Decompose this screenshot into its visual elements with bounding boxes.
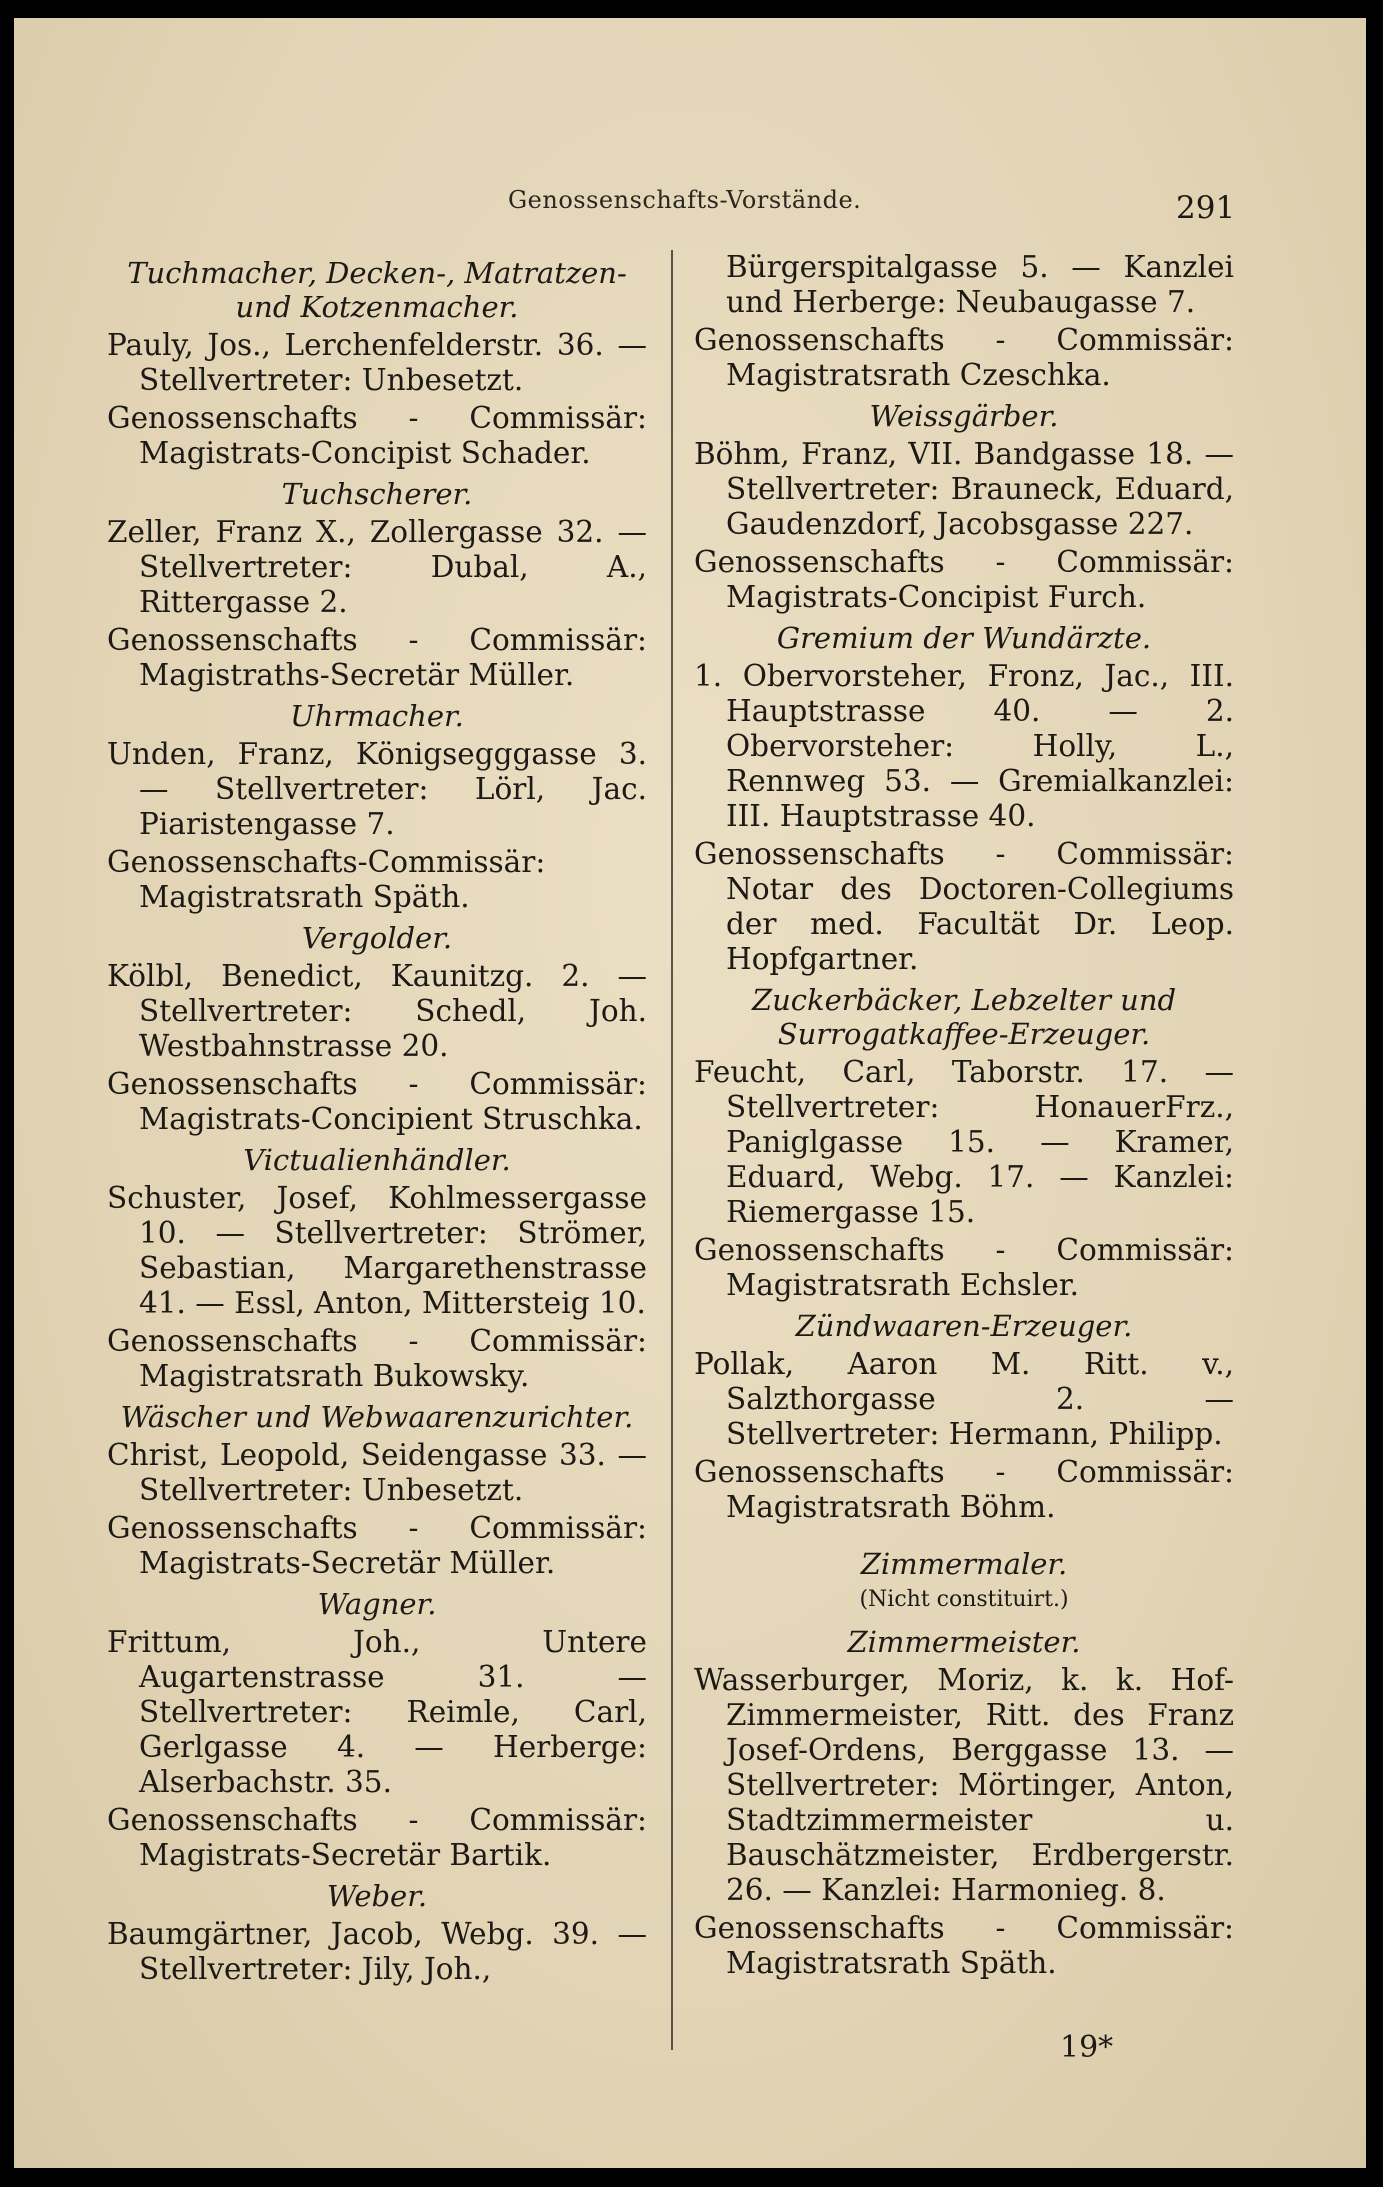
section-heading: Zimmermaler. bbox=[860, 1547, 1068, 1581]
directory-entry: Genossenschafts - Commissär: Magistraths-Secretär Müller. bbox=[107, 623, 647, 692]
section-heading: Weber. bbox=[326, 1879, 428, 1913]
column-divider bbox=[671, 250, 673, 2050]
section-heading: Weissgärber. bbox=[869, 399, 1059, 433]
directory-entry: Genossenschafts - Commissär: Magistrats-Concipist Schader. bbox=[107, 401, 647, 470]
section-heading: Zuckerbäcker, Lebzelter und Surrogatkaffee-Erzeuger. bbox=[751, 983, 1177, 1051]
section-heading: Victualienhändler. bbox=[243, 1143, 511, 1177]
directory-entry: Kölbl, Benedict, Kaunitzg. 2. — Stellvertreter: Schedl, Joh. Westbahnstrasse 20. bbox=[107, 959, 647, 1063]
directory-entry: Pollak, Aaron M. Ritt. v., Salzthorgasse 2. — Stellvertreter: Hermann, Philipp. bbox=[694, 1347, 1234, 1451]
left-column bbox=[107, 250, 647, 1990]
section-heading: Tuchscherer. bbox=[281, 477, 473, 511]
section-heading: Zimmermeister. bbox=[847, 1625, 1081, 1659]
directory-entry: Genossenschafts - Commissär: Magistratsrath Späth. bbox=[694, 1911, 1234, 1980]
directory-entry: Frittum, Joh., Untere Augartenstrasse 31. — Stellvertreter: Reimle, Carl, Gerlgasse 4. — Herberge: Alserbachstr. 35. bbox=[107, 1625, 647, 1799]
directory-entry: Schuster, Josef, Kohlmessergasse 10. — Stellvertreter: Strömer, Sebastian, Margarethenstrasse 41. — Essl, Anton, Mittersteig 10. bbox=[107, 1181, 647, 1320]
directory-entry: Genossenschafts - Commissär: Magistratsrath Echsler. bbox=[694, 1233, 1234, 1302]
directory-entry: Pauly, Jos., Lerchenfelderstr. 36. — Stellvertreter: Unbesetzt. bbox=[107, 328, 647, 397]
directory-entry: Genossenschafts - Commissär: Magistratsrath Böhm. bbox=[694, 1455, 1234, 1524]
section-heading: Wäscher und Webwaarenzurichter. bbox=[120, 1400, 634, 1434]
directory-entry: Bürgerspitalgasse 5. — Kanzlei und Herberge: Neubaugasse 7. bbox=[726, 250, 1234, 319]
directory-entry: Genossenschafts - Commissär: Magistrats-Secretär Bartik. bbox=[107, 1803, 647, 1872]
book-page bbox=[14, 18, 1366, 2168]
directory-entry: Zeller, Franz X., Zollergasse 32. — Stellvertreter: Dubal, A., Rittergasse 2. bbox=[107, 515, 647, 619]
directory-entry: Böhm, Franz, VII. Bandgasse 18. — Stellvertreter: Brauneck, Eduard, Gaudenzdorf, Jacobsgasse 227. bbox=[694, 437, 1234, 541]
directory-entry: Christ, Leopold, Seidengasse 33. — Stellvertreter: Unbesetzt. bbox=[107, 1438, 647, 1507]
section-heading: Wagner. bbox=[317, 1587, 437, 1621]
running-title: Genossenschafts-Vorstände. bbox=[508, 186, 862, 214]
section-heading: Gremium der Wundärzte. bbox=[776, 621, 1152, 655]
directory-entry: Genossenschafts - Commissär: Magistrats-Secretär Müller. bbox=[107, 1511, 647, 1580]
page-number: 291 bbox=[1176, 190, 1236, 226]
section-heading: Vergolder. bbox=[301, 921, 453, 955]
section-note: (Nicht constituirt.) bbox=[859, 1587, 1069, 1612]
section-heading: Tuchmacher, Decken-, Matratzen-und Kotzenmacher. bbox=[127, 256, 627, 324]
right-column bbox=[694, 250, 1234, 1984]
signature-mark: 19* bbox=[1060, 2030, 1114, 2065]
directory-entry: Wasserburger, Moriz, k. k. Hof-Zimmermeister, Ritt. des Franz Josef-Ordens, Berggasse 13. — Stellvertreter: Mörtinger, Anton, Stadtzimmermeister u. Bauschätzmeister, Erdbergerstr. 26. — Kanzlei: Harmonieg. 8. bbox=[694, 1663, 1234, 1907]
directory-entry: Genossenschafts - Commissär: Magistratsrath Bukowsky. bbox=[107, 1324, 647, 1393]
section-heading: Uhrmacher. bbox=[290, 699, 464, 733]
directory-entry: Baumgärtner, Jacob, Webg. 39. — Stellvertreter: Jily, Joh., bbox=[107, 1917, 647, 1986]
directory-entry: Genossenschafts - Commissär: Magistratsrath Czeschka. bbox=[694, 323, 1234, 392]
directory-entry: Genossenschafts - Commissär: Magistrats-Concipist Furch. bbox=[694, 545, 1234, 614]
page-header bbox=[14, 186, 1366, 226]
section-heading: Zündwaaren-Erzeuger. bbox=[795, 1309, 1133, 1343]
directory-entry: Unden, Franz, Königsegggasse 3. — Stellvertreter: Lörl, Jac. Piaristengasse 7. bbox=[107, 737, 647, 841]
directory-entry: 1. Obervorsteher, Fronz, Jac., III. Hauptstrasse 40. — 2. Obervorsteher: Holly, L., Rennweg 53. — Gremialkanzlei: III. Hauptstrasse 40. bbox=[694, 659, 1234, 833]
directory-entry: Genossenschafts - Commissär: Magistrats-Concipient Struschka. bbox=[107, 1067, 647, 1136]
directory-entry: Genossenschafts - Commissär: Notar des Doctoren-Collegiums der med. Facultät Dr. Leop. Hopfgartner. bbox=[694, 837, 1234, 976]
directory-entry: Feucht, Carl, Taborstr. 17. — Stellvertreter: HonauerFrz., Paniglgasse 15. — Kramer, Eduard, Webg. 17. — Kanzlei: Riemergasse 15. bbox=[694, 1055, 1234, 1229]
directory-entry: Genossenschafts-Commissär: Magistratsrath Späth. bbox=[107, 845, 546, 914]
